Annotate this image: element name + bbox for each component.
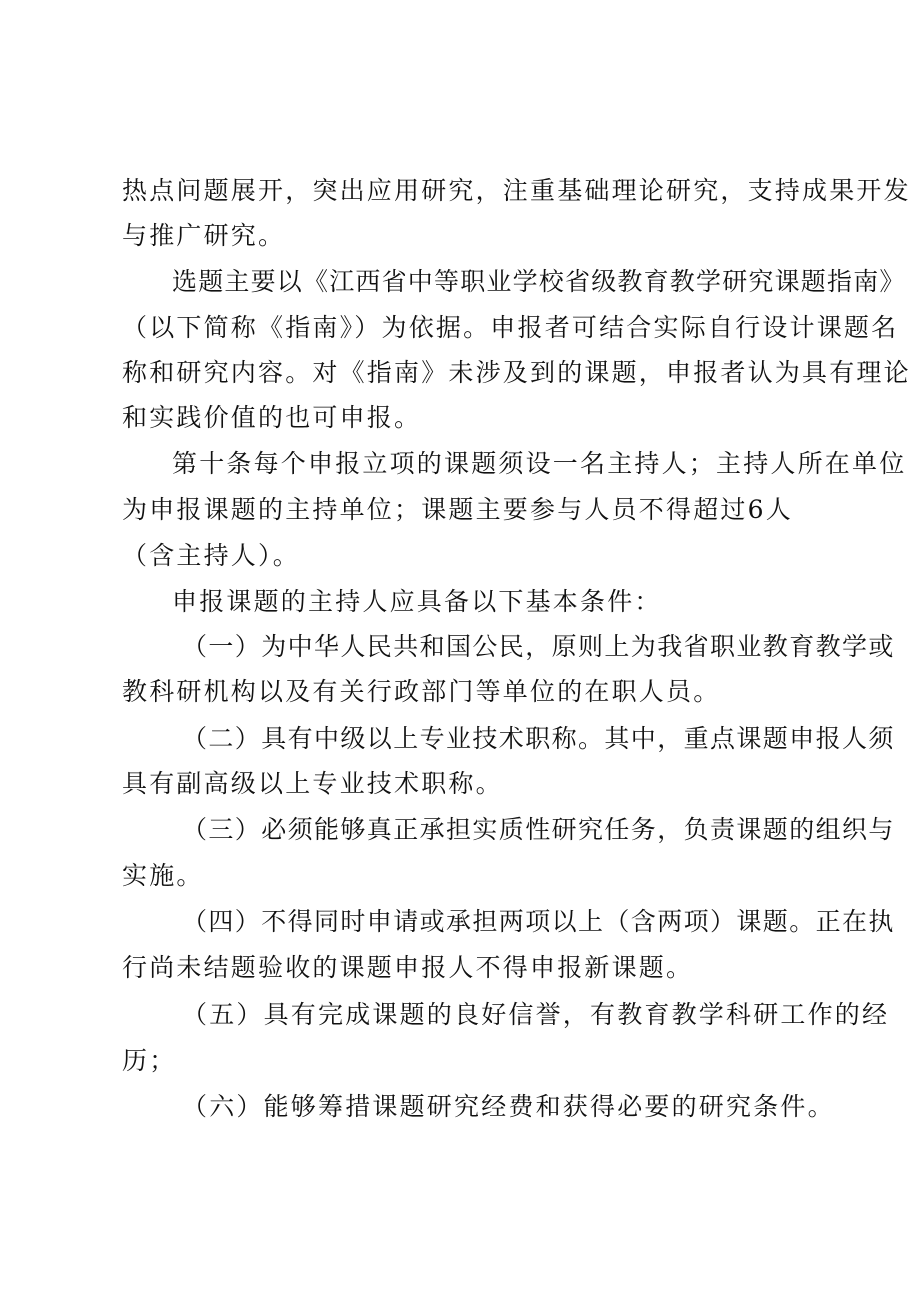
text-line: 实施。 <box>122 861 204 890</box>
text-line: 为申报课题的主持单位；课题主要参与人员不得超过6人 <box>122 495 793 524</box>
text-line: （以下简称《指南》）为依据。申报者可结合实际自行设计课题名 <box>122 313 899 342</box>
text-line: （含主持人）。 <box>122 541 300 570</box>
text-line: 历； <box>122 1046 177 1075</box>
text-line: 教科研机构以及有关行政部门等单位的在职人员。 <box>122 677 721 706</box>
text-line: 称和研究内容。对《指南》未涉及到的课题，申报者认为具有理论 <box>122 358 911 387</box>
text-line: 行尚未结题验收的课题申报人不得申报新课题。 <box>122 953 694 982</box>
text-line: （三）必须能够真正承担实质性研究任务，负责课题的组织与 <box>182 815 895 844</box>
text-line: 热点问题展开，突出应用研究，注重基础理论研究，支持成果开发 <box>122 176 911 205</box>
text-line: 申报课题的主持人应具备以下基本条件： <box>172 587 662 616</box>
text-line: 第十条每个申报立项的课题须设一名主持人；主持人所在单位 <box>172 449 907 478</box>
text-line: 与推广研究。 <box>122 221 286 250</box>
text-line: 和实践价值的也可申报。 <box>122 403 422 432</box>
text-line: （五）具有完成课题的良好信誉，有教育教学科研工作的经 <box>182 1000 890 1029</box>
text-line: （一）为中华人民共和国公民，原则上为我省职业教育教学或 <box>182 632 895 661</box>
text-line: （四）不得同时申请或承担两项以上（含两项）课题。正在执 <box>182 907 895 936</box>
text-line: 选题主要以《江西省中等职业学校省级教育教学研究课题指南》 <box>172 267 906 296</box>
text-line: （六）能够筹措课题研究经费和获得必要的研究条件。 <box>182 1092 835 1121</box>
text-line: 具有副高级以上专业技术职称。 <box>122 769 503 798</box>
text-line: （二）具有中级以上专业技术职称。其中，重点课题申报人须 <box>182 724 895 753</box>
